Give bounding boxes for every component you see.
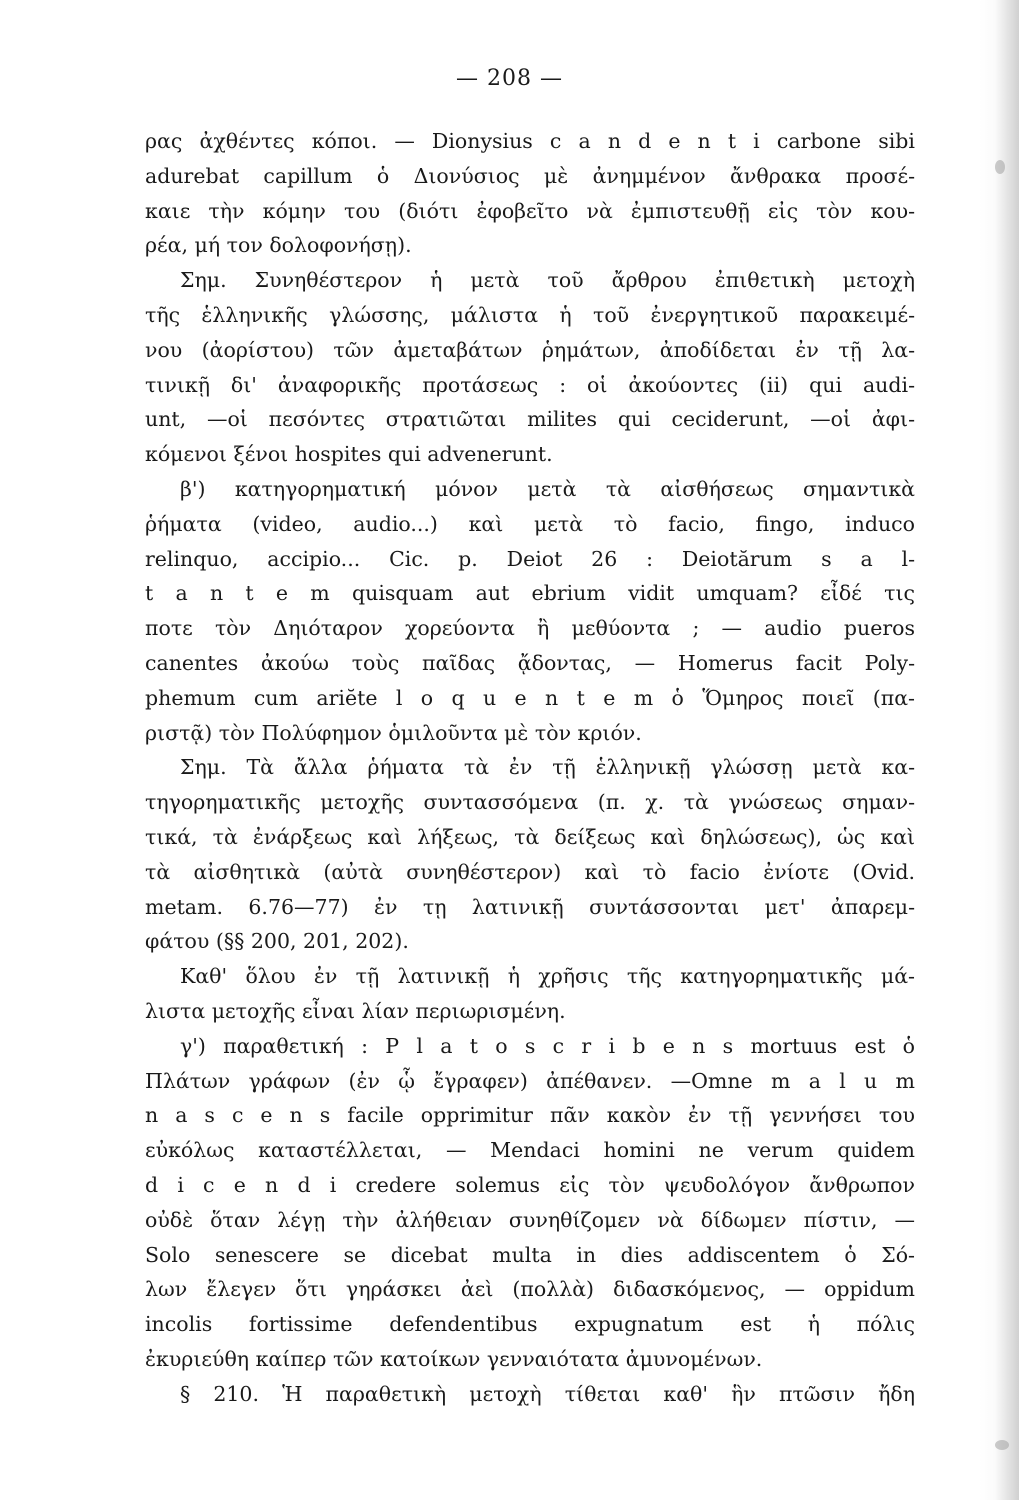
text-line: ρας ἀχθέντες κόποι. — Dionysius c a n d e n t i carbone sibi [145,129,915,153]
text-line: d i c e n d i credere solemus εἰς τὸν ψευδολόγον ἄνθρωπον [145,1172,915,1197]
text-line: φάτου (§§ 200, 201, 202). [145,929,409,954]
text-line: ἐκυριεύθη καίπερ τῶν κατοίκων γενναιότατα ἀμυνομένων. [145,1346,763,1371]
text-line: phemum cum ariĕte l o q u e n t e m ὁ Ὅμηρος ποιεῖ (πα- [145,685,915,710]
text-line: canentes ἀκούω τοὺς παῖδας ᾄδοντας, — Homerus facit Poly- [145,650,915,675]
text-line: t a n t e m quisquam aut ebrium vidit umquam? εἶδέ τις [145,581,915,606]
text-line: Πλάτων γράφων (ἐν ᾧ ἔγραφεν) ἀπέθανεν. —Omne m a l u m [145,1068,915,1093]
text-line: ποτε τὸν Δηιόταρον χορεύοντα ἢ μεθύοντα ; — audio pueros [145,616,915,641]
scan-spot [995,1440,1009,1450]
text-line: ρέα, μή τον δολοφονήσῃ). [145,233,412,258]
text-line: λων ἔλεγεν ὅτι γηράσκει ἀεὶ (πολλὰ) διδασκόμενος, — oppidum [145,1277,915,1302]
text-line: τηγορηματικῆς μετοχῆς συντασσόμενα (π. χ. τὰ γνώσεως σημαν- [145,790,915,815]
page-number: — 208 — [456,66,563,91]
text-line: γ') παραθετική : P l a t o s c r i b e n s mortuus est ὁ [180,1033,915,1058]
text-line: Καθ' ὅλου ἐν τῇ λατινικῇ ἡ χρῆσις τῆς κατηγορηματικῆς μά- [180,964,915,989]
text-line: καιε τὴν κόμην του (διότι ἐφοβεῖτο νὰ ἐμπιστευθῇ εἰς τὸν κου- [145,198,915,223]
scan-spot [995,160,1005,174]
text-line: εὐκόλως καταστέλλεται, — Mendaci homini ne verum quidem [145,1138,915,1163]
text-line: metam. 6.76—77) ἐν τῃ λατινικῇ συντάσσονται μετ' ἀπαρεμ- [145,894,915,919]
text-line: τῆς ἑλληνικῆς γλώσσης, μάλιστα ἡ τοῦ ἐνεργητικοῦ παρακειμέ- [145,302,915,327]
text-line: Σημ. Συνηθέστερον ἡ μετὰ τοῦ ἄρθρου ἐπιθετικὴ μετοχὴ [180,268,915,293]
text-line: τικά, τὰ ἐνάρξεως καὶ λήξεως, τὰ δείξεως καὶ δηλώσεως), ὡς καὶ [145,824,915,849]
text-line: κόμενοι ξένοι hospites qui advenerunt. [145,442,553,467]
page-text [145,124,915,1411]
text-line: unt, —οἱ πεσόντες στρατιῶται milites qui ceciderunt, —οἱ ἀφι- [145,407,915,432]
text-line: Σημ. Τὰ ἄλλα ῥήματα τὰ ἐν τῇ ἑλληνικῇ γλώσσῃ μετὰ κα- [180,755,915,780]
scan-shadow-edge [979,0,1019,1500]
text-line: relinquo, accipio... Cic. p. Deiot 26 : Deiotărum s a l- [145,546,915,571]
text-line: adurebat capillum ὁ Διονύσιος μὲ ἀνημμένον ἄνθρακα προσέ- [145,163,915,188]
text-line: n a s c e n s facile opprimitur πᾶν κακὸν ἐν τῇ γεννήσει του [145,1103,915,1128]
text-line: οὐδὲ ὅταν λέγῃ τὴν ἀλήθειαν συνηθίζομεν νὰ δίδωμεν πίστιν, — [145,1207,915,1232]
text-line: λιστα μετοχῆς εἶναι λίαν περιωρισμένη. [145,998,566,1023]
text-line: τινικῇ δι' ἀναφορικῆς προτάσεως : οἱ ἀκούοντες (ii) qui audi- [145,372,915,397]
text-line: τὰ αἰσθητικὰ (αὐτὰ συνηθέστερον) καὶ τὸ facio ἐνίοτε (Ovid. [145,859,915,884]
text-line: Solo senescere se dicebat multa in dies addiscentem ὁ Σό- [145,1242,915,1267]
text-line: § 210. Ἡ παραθετικὴ μετοχὴ τίθεται καθ' ἣν πτῶσιν ἤδη [180,1381,915,1406]
text-line: νου (ἀορίστου) τῶν ἀμεταβάτων ῥημάτων, ἀποδίδεται ἐν τῇ λα- [145,337,915,362]
text-line: ῥήματα (video, audio...) καὶ μετὰ τὸ facio, fingo, induco [145,511,915,536]
text-line: ριστᾷ) τὸν Πολύφημον ὁμιλοῦντα μὲ τὸν κριόν. [145,720,642,745]
text-line: β') κατηγορηματική μόνον μετὰ τὰ αἰσθήσεως σημαντικὰ [180,476,915,501]
text-line: incolis fortissime defendentibus expugnatum est ἡ πόλις [145,1312,915,1337]
